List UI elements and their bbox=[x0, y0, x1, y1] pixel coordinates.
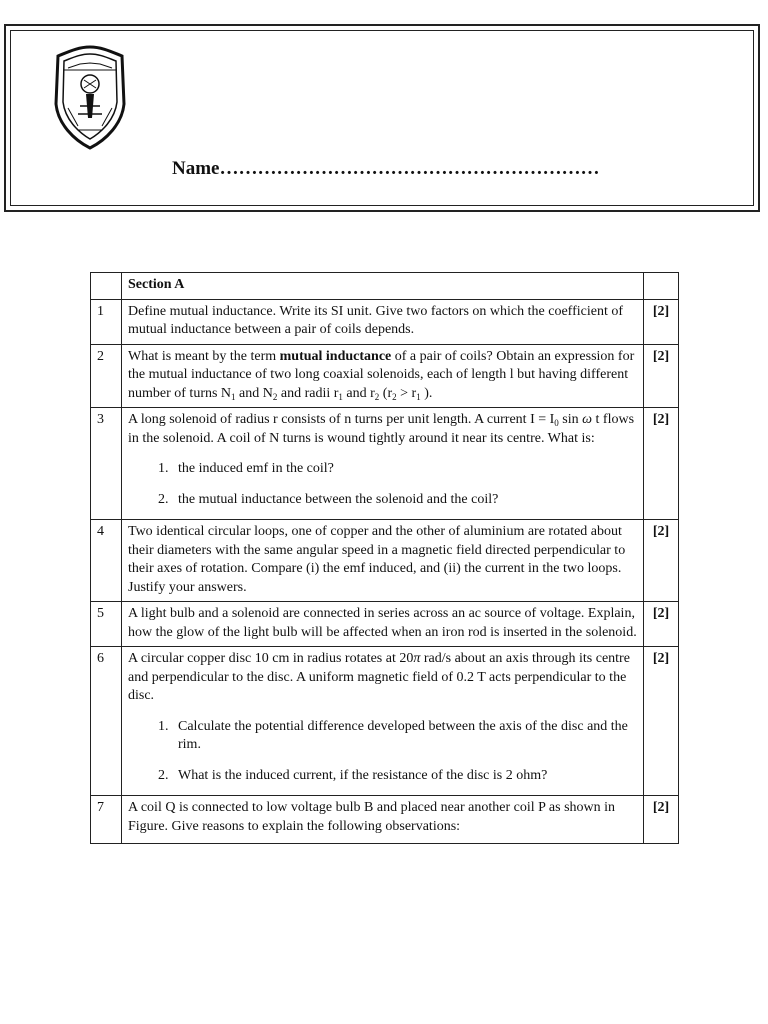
subscript: 0 bbox=[554, 418, 559, 428]
question-text: Two identical circular loops, one of copper and the other of aluminium are rotated about their diameters with the same angular speed in a magnetic field directed perpendicular to their axes of rotation. Compare (i) the emf induced, and (ii) the current in the two loops. Justify your answers. bbox=[122, 520, 644, 602]
question-text: A coil Q is connected to low voltage bulb B and placed near another coil P as shown in Figure. Give reasons to explain the following observations: bbox=[122, 796, 644, 844]
school-crest-logo bbox=[48, 44, 132, 152]
question-text: Define mutual inductance. Write its SI unit. Give two factors on which the coefficient of mutual inductance between a pair of coils depends. bbox=[122, 299, 644, 344]
question-row-3 bbox=[91, 408, 679, 520]
text-part: and radii r bbox=[277, 385, 339, 401]
question-number: 6 bbox=[91, 647, 122, 796]
sub-question-list bbox=[128, 718, 637, 786]
question-row-6 bbox=[91, 647, 679, 796]
subscript: 1 bbox=[231, 391, 236, 402]
question-number: 5 bbox=[91, 602, 122, 647]
text-part: (r bbox=[379, 385, 393, 401]
question-number: 3 bbox=[91, 408, 122, 520]
text-part: and N bbox=[235, 385, 273, 401]
question-marks: [2] bbox=[644, 299, 679, 344]
header-box bbox=[4, 24, 760, 212]
text-part: ). bbox=[420, 385, 433, 401]
sub-question: 1. the induced emf in the coil? bbox=[172, 460, 637, 479]
sub-question: 1. Calculate the potential difference developed between the axis of the disc and the rim. bbox=[172, 718, 637, 755]
sub-question: 2. the mutual inductance between the solenoid and the coil? bbox=[172, 491, 637, 510]
question-text bbox=[122, 408, 644, 520]
question-text bbox=[122, 647, 644, 796]
question-number: 7 bbox=[91, 796, 122, 844]
text-part: A long solenoid of radius r consists of n turns per unit length. A current I = I bbox=[128, 412, 555, 427]
text-part: of a pair of coils? Obtain an expression for the mutual inductance of two long coaxial solenoids, each of length l but having different number of turns N bbox=[128, 348, 635, 401]
text-part: > r bbox=[396, 385, 417, 401]
subscript: 2 bbox=[392, 391, 397, 402]
subscript: 2 bbox=[272, 391, 278, 402]
question-row-4 bbox=[91, 520, 679, 602]
text-part: sin bbox=[558, 412, 583, 427]
question-number: 2 bbox=[91, 344, 122, 408]
question-marks: [2] bbox=[644, 602, 679, 647]
question-marks: [2] bbox=[644, 520, 679, 602]
question-row-5 bbox=[91, 602, 679, 647]
question-text: A light bulb and a solenoid are connected in series across an ac source of voltage. Explain, how the glow of the light bulb will be affected when an iron rod is inserted in the solenoid. bbox=[122, 602, 644, 647]
question-marks: [2] bbox=[644, 408, 679, 520]
sub-question: 2. What is the induced current, if the resistance of the disc is 2 ohm? bbox=[172, 767, 637, 786]
name-field-label: Name…………………………………………………… bbox=[172, 158, 600, 179]
subscript: 2 bbox=[374, 391, 380, 402]
question-row-1 bbox=[91, 299, 679, 344]
text-part: and r bbox=[342, 385, 375, 401]
section-marks-cell bbox=[644, 273, 679, 300]
question-marks: [2] bbox=[644, 344, 679, 408]
question-marks: [2] bbox=[644, 796, 679, 844]
question-number: 4 bbox=[91, 520, 122, 602]
text-part: What is meant by the term bbox=[128, 348, 280, 364]
omega-symbol: ω bbox=[582, 412, 593, 427]
pi-symbol: π bbox=[413, 651, 421, 666]
term-mutual-inductance: mutual inductance bbox=[279, 348, 392, 364]
question-marks: [2] bbox=[644, 647, 679, 796]
text-part: t flows in the solenoid. A coil of N turns is wound tightly around it near its centre. What is: bbox=[128, 412, 635, 446]
question-text bbox=[122, 344, 644, 408]
subscript: 1 bbox=[416, 391, 421, 402]
questions-table bbox=[90, 272, 679, 844]
question-number: 1 bbox=[91, 299, 122, 344]
question-row-2 bbox=[91, 344, 679, 408]
section-num-cell bbox=[91, 273, 122, 300]
subscript: 1 bbox=[338, 391, 343, 402]
text-part: A circular copper disc 10 cm in radius rotates at 20 bbox=[128, 651, 414, 666]
section-title: Section A bbox=[122, 273, 644, 300]
section-header-row bbox=[91, 273, 679, 300]
question-row-7 bbox=[91, 796, 679, 844]
text-part: rad/s about an axis through its centre and perpendicular to the disc. A uniform magnetic field of 0.2 T acts perpendicular to the disc. bbox=[128, 651, 630, 703]
sub-question-list bbox=[128, 460, 637, 509]
